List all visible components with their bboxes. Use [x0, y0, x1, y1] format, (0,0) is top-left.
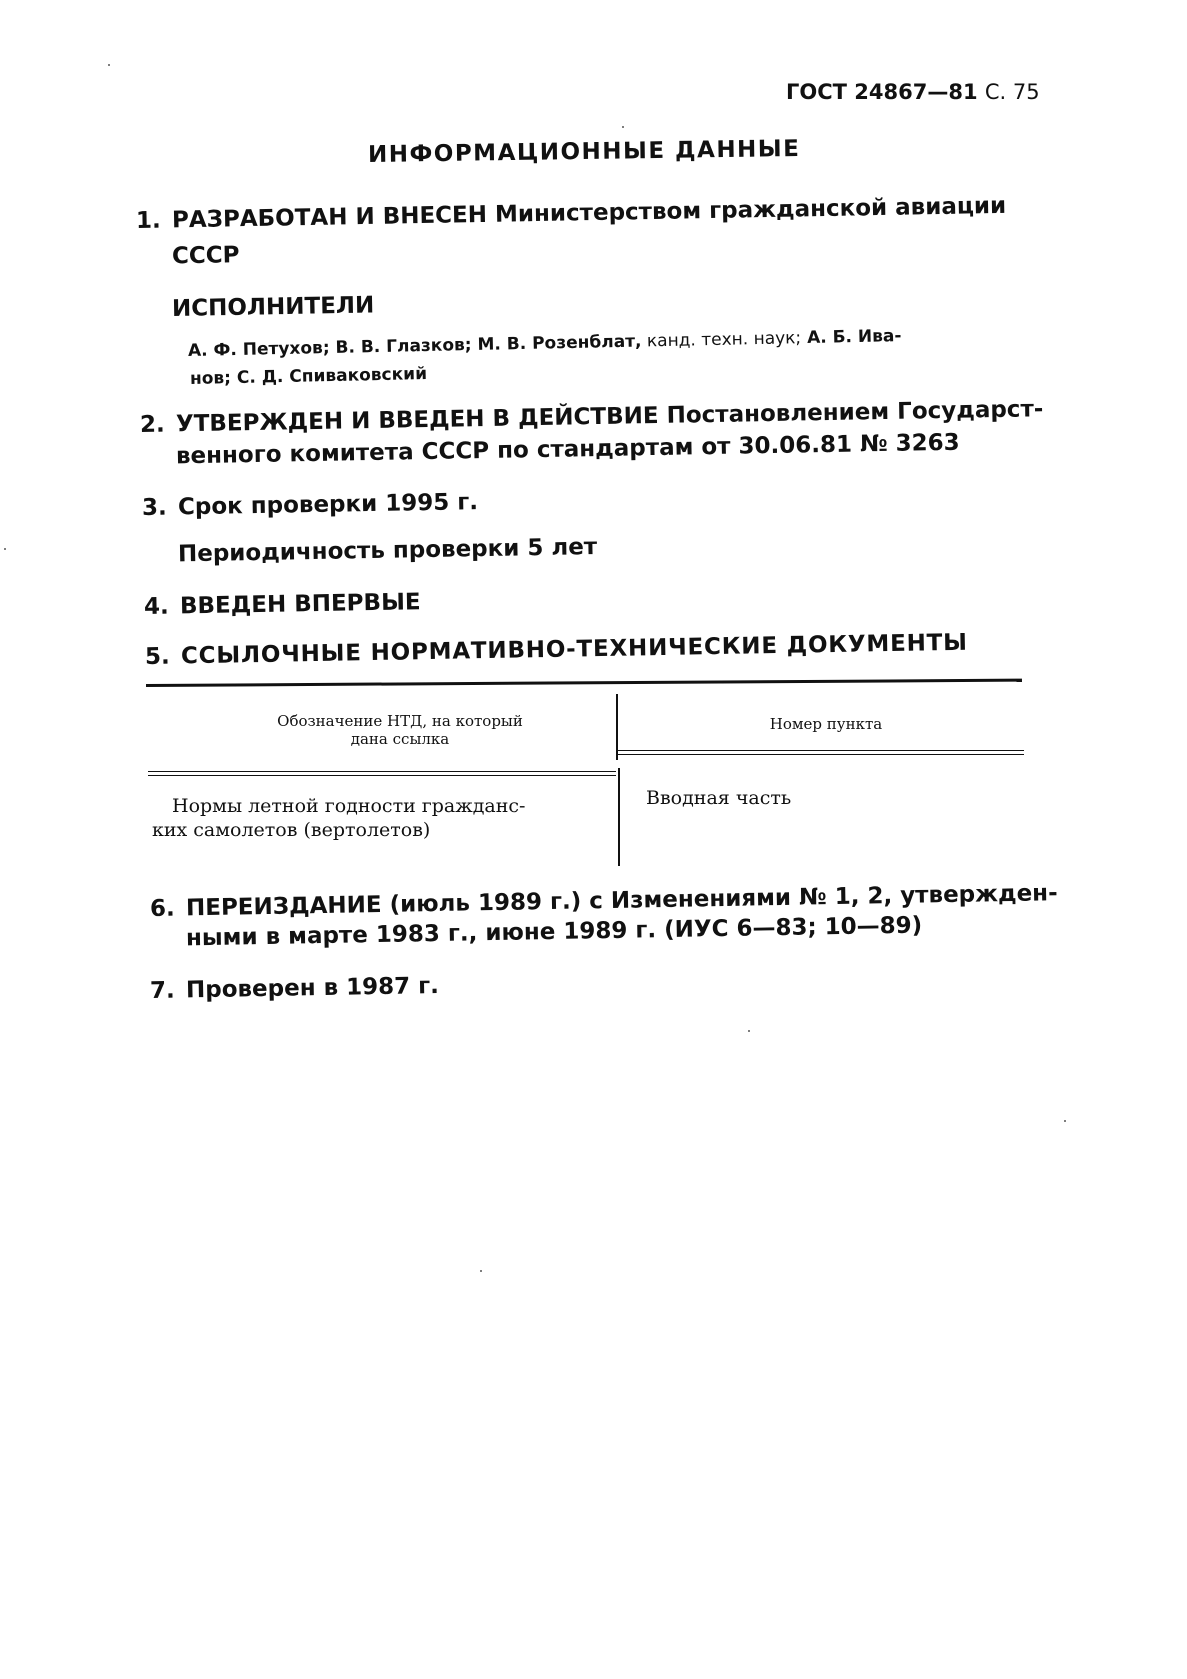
- item-1: [136, 193, 1007, 234]
- table-cell-ntd: [152, 794, 526, 842]
- cell-line: ких самолетов (вертолетов): [152, 819, 431, 841]
- header-line: Обозначение НТД, на который: [277, 712, 523, 730]
- header-rule-left-2: [148, 775, 616, 776]
- table-body-divider: [618, 768, 620, 866]
- scan-speck: [748, 1030, 750, 1032]
- item-1-continuation: [136, 242, 240, 270]
- item-number: 1.: [135, 207, 161, 234]
- item-5: [145, 630, 968, 670]
- table-header-col2: Номер пункта: [769, 715, 883, 733]
- item-text: ВВЕДЕН ВПЕРВЫЕ: [179, 589, 421, 620]
- item-text: Периодичность проверки 5 лет: [177, 534, 598, 568]
- page-number: С. 75: [984, 80, 1040, 104]
- header-line: дана ссылка: [350, 730, 450, 748]
- item-3-continuation: [142, 534, 598, 568]
- item-number: 5.: [144, 643, 170, 670]
- item-text: Срок проверки 1995 г.: [177, 489, 479, 521]
- cell-line: Нормы летной годности гражданс-: [172, 795, 526, 817]
- header-rule-right-2: [618, 754, 1024, 755]
- header-rule-right-1: [618, 750, 1024, 751]
- document-title: ИНФОРМАЦИОННЫЕ ДАННЫЕ: [367, 135, 801, 168]
- item-text: ПЕРЕИЗДАНИЕ (июль 1989 г.) с Изменениями № 1, 2, утвержден-: [185, 880, 1058, 922]
- item-3: [142, 489, 478, 521]
- authors-degree: канд. техн. наук;: [641, 328, 802, 352]
- page-header: [786, 80, 1040, 104]
- authors-names-cont: А. Б. Ива-: [800, 326, 902, 349]
- item-text: ными в марте 1983 г., июне 1989 г. (ИУС 6—83; 10—89): [185, 912, 923, 952]
- item-number: 6.: [149, 895, 175, 922]
- scan-speck: [480, 1270, 482, 1272]
- executors-heading: ИСПОЛНИТЕЛИ: [171, 292, 375, 322]
- scan-speck: [622, 126, 624, 128]
- scan-speck: [4, 548, 6, 550]
- scan-speck: [108, 64, 110, 66]
- item-text: СССР: [171, 242, 240, 270]
- scan-speck: [1064, 1120, 1066, 1122]
- authors-names: А. Ф. Петухов; В. В. Глазков; М. В. Розенблат,: [187, 331, 642, 361]
- item-text: РАЗРАБОТАН И ВНЕСЕН Министерством гражданской авиации: [171, 192, 1007, 234]
- item-text: Проверен в 1987 г.: [185, 972, 440, 1004]
- item-number: 3.: [141, 494, 167, 521]
- table-top-rule: [146, 679, 1022, 687]
- item-number: 4.: [143, 593, 169, 620]
- header-rule-left-1: [148, 771, 616, 772]
- item-text: УТВЕРЖДЕН И ВВЕДЕН В ДЕЙСТВИЕ Постановлением Государст-: [175, 396, 1044, 438]
- table-cell-clause: Вводная часть: [646, 787, 792, 809]
- item-7: [150, 973, 439, 1004]
- item-4: [144, 589, 421, 620]
- item-text: венного комитета СССР по стандартам от 30.06.81 № 3263: [175, 429, 960, 470]
- standard-number: ГОСТ 24867—81: [786, 80, 978, 104]
- authors-line-2: нов; С. Д. Спиваковский: [189, 364, 428, 389]
- item-number: 7.: [149, 977, 175, 1004]
- item-number: 2.: [139, 411, 165, 438]
- authors-line-1: [188, 323, 902, 364]
- item-text: ССЫЛОЧНЫЕ НОРМАТИВНО-ТЕХНИЧЕСКИЕ ДОКУМЕНТЫ: [180, 629, 969, 670]
- table-header-col1: [240, 712, 560, 748]
